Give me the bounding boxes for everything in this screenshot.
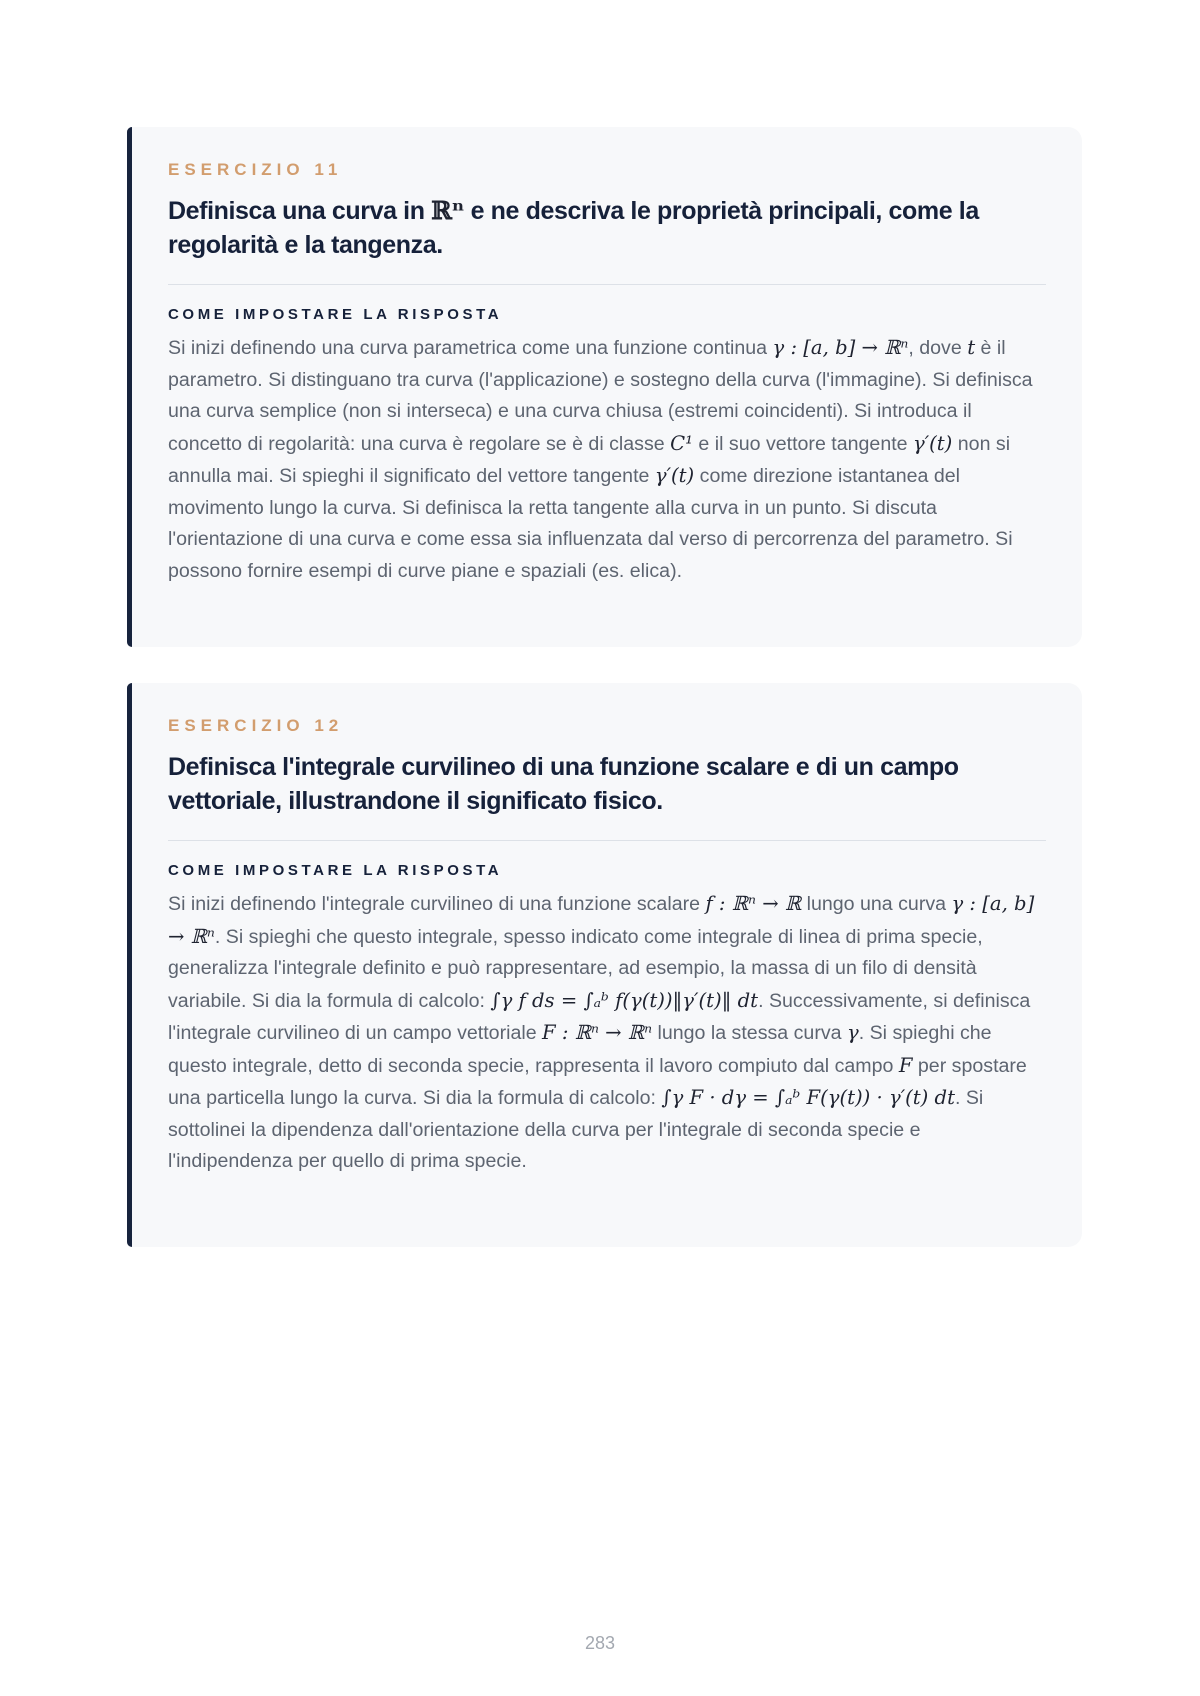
exercise-card-11 (127, 127, 1082, 647)
exercise-card-12 (127, 683, 1082, 1247)
answer-subheading: COME IMPOSTARE LA RISPOSTA (168, 306, 503, 323)
divider (168, 284, 1046, 285)
page-number: 283 (584, 1633, 616, 1653)
exercise-label: ESERCIZIO 11 (168, 160, 343, 179)
exercise-title: Definisca l'integrale curvilineo di una funzione scalare e di un campo vettoriale, illustrandone il significato fisico. (168, 753, 959, 815)
divider (168, 840, 1046, 841)
exercise-title: Definisca una curva in ℝⁿ e ne descriva le proprietà principali, come la regolarità e la tangenza. (168, 196, 979, 259)
answer-text: Si inizi definendo una curva parametrica come una funzione continua γ : [a, b] → ℝⁿ, dove t è il parametro. Si distinguano tra curva (l'applicazione) e sostegno della curva (l'immagine). Si definisca una curva semplice (non si interseca) e una curva chiusa (estremi coincidenti). Si introduca il concetto di regolarità: una curva è regolare se è di classe C¹ e il suo vettore tangente γ′(t) non si annulla mai. Si spieghi il significato del vettore tangente γ′(t) come direzione istantanea del movimento lungo la curva. Si definisca la retta tangente alla curva in un punto. Si discuta l'orientazione di una curva e come essa sia influenzata dal verso di percorrenza del parametro. Si possono fornire esempi di curve piane e spaziali (es. elica). (168, 336, 1033, 582)
answer-subheading: COME IMPOSTARE LA RISPOSTA (168, 862, 503, 879)
answer-text: Si inizi definendo l'integrale curvilineo di una funzione scalare f : ℝⁿ → ℝ lungo una curva γ : [a, b] → ℝⁿ. Si spieghi che questo integrale, spesso indicato come integrale di linea di prima specie, generalizza l'integrale definito e può rappresentare, ad esempio, la massa di un filo di densità variabile. Si dia la formula di calcolo: ∫γ f ds = ∫ₐᵇ f(γ(t))‖γ′(t)‖ dt. Successivamente, si definisca l'integrale curvilineo di un campo vettoriale F : ℝⁿ → ℝⁿ lungo la stessa curva γ. Si spieghi che questo integrale, detto di seconda specie, rappresenta il lavoro compiuto dal campo F per spostare una particella lungo la curva. Si dia la formula di calcolo: ∫γ F · dγ = ∫ₐᵇ F(γ(t)) · γ′(t) dt. Si sottolinei la dipendenza dall'orientazione della curva per l'integrale di seconda specie e l'indipendenza per quello di prima specie. (168, 892, 1035, 1172)
exercise-label: ESERCIZIO 12 (168, 716, 344, 735)
